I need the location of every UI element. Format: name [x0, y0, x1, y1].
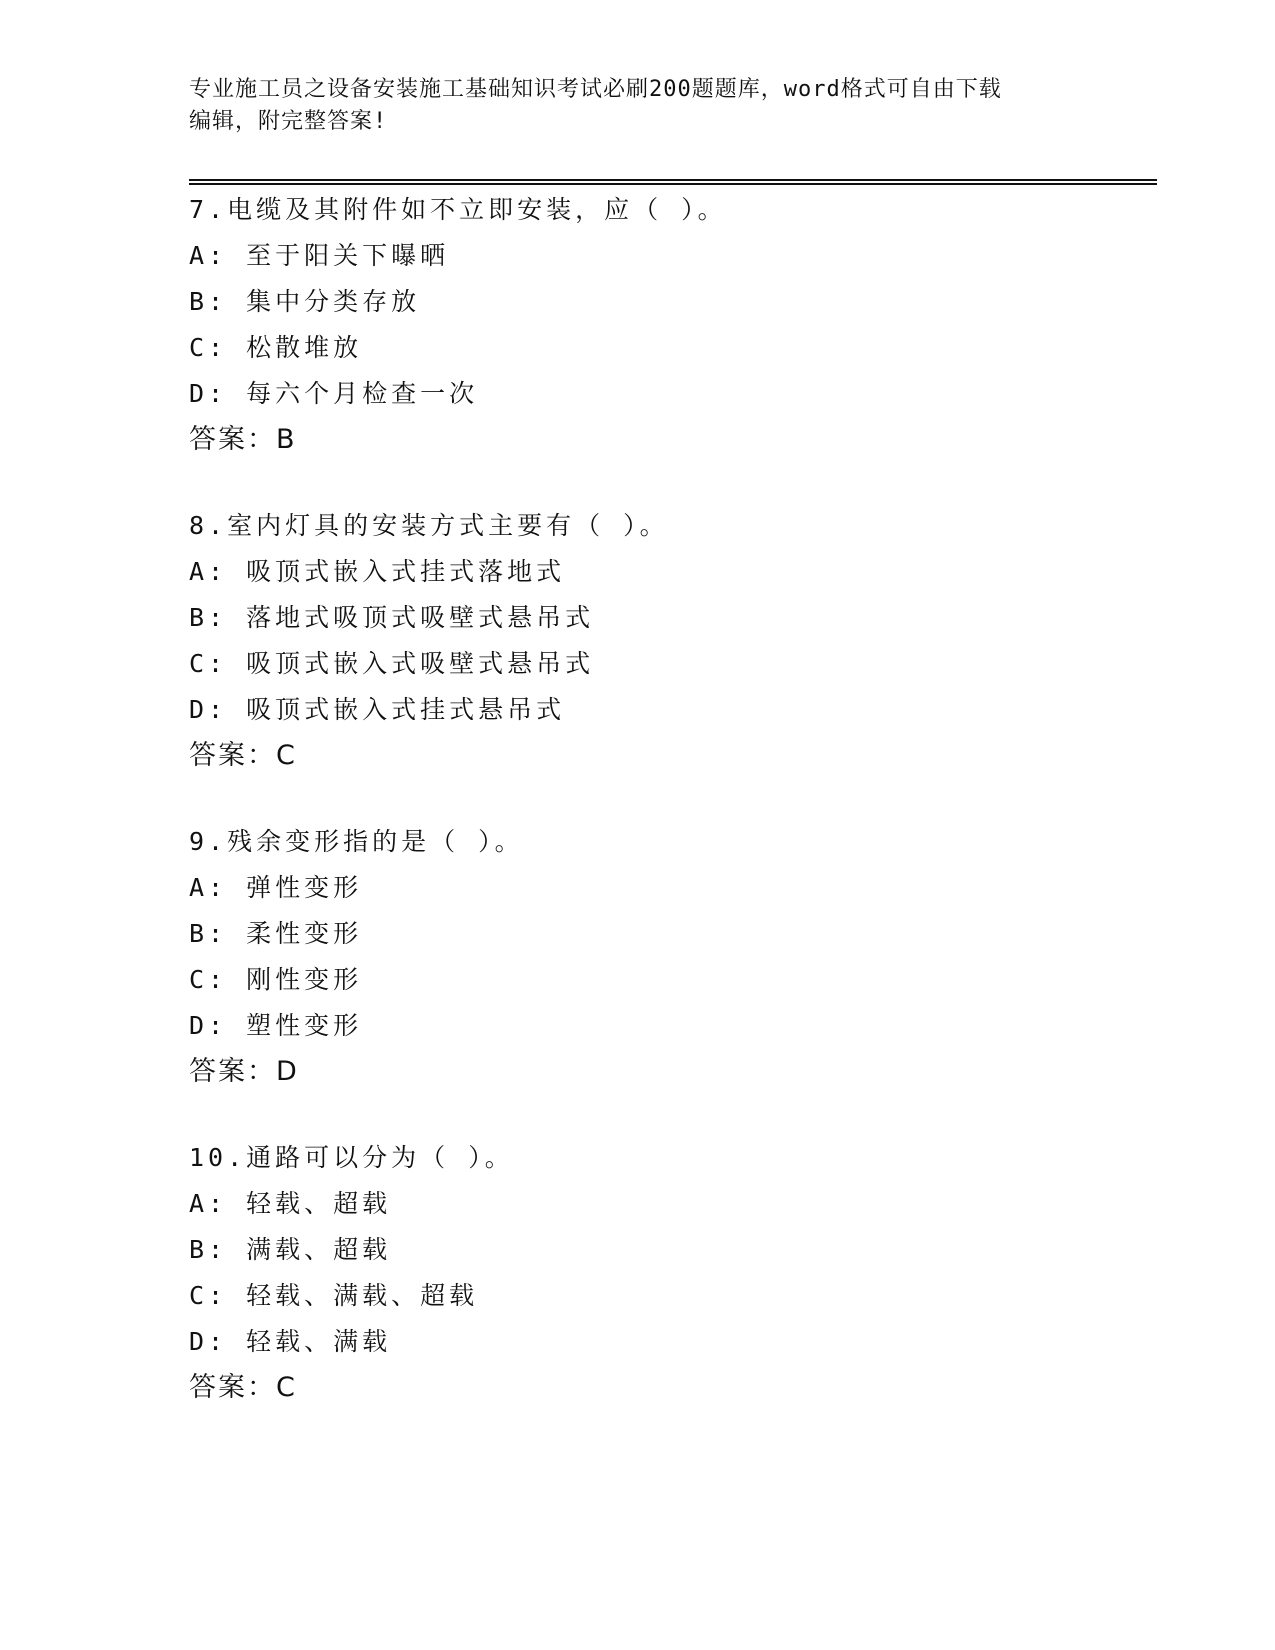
question-7 — [189, 187, 1149, 463]
option-a: A: 弹性变形 — [189, 873, 363, 902]
option-b: B: 集中分类存放 — [189, 287, 421, 316]
answer: 答案：C — [189, 1372, 297, 1403]
option-d: D: 塑性变形 — [189, 1011, 363, 1040]
answer: 答案：B — [189, 424, 297, 455]
option-c: C: 松散堆放 — [189, 333, 363, 362]
answer: 答案：D — [189, 1056, 299, 1087]
option-d: D: 轻载、满载 — [189, 1327, 392, 1356]
option-a: A: 吸顶式嵌入式挂式落地式 — [189, 557, 566, 586]
option-c: C: 刚性变形 — [189, 965, 363, 994]
option-d: D: 每六个月检查一次 — [189, 379, 479, 408]
option-b: B: 落地式吸顶式吸壁式悬吊式 — [189, 603, 595, 632]
question-8 — [189, 503, 1149, 779]
document-header — [189, 74, 1089, 138]
header-line-2: 编辑，附完整答案! — [189, 109, 388, 134]
option-b: B: 满载、超载 — [189, 1235, 392, 1264]
header-divider — [189, 179, 1157, 185]
option-c: C: 轻载、满载、超载 — [189, 1281, 479, 1310]
question-title: 10.通路可以分为（ ）。 — [189, 1143, 514, 1172]
header-line-1: 专业施工员之设备安装施工基础知识考试必刷200题题库，word格式可自由下载 — [189, 77, 1002, 102]
option-a: A: 至于阳关下曝晒 — [189, 241, 450, 270]
question-9 — [189, 819, 1149, 1095]
question-title: 7.电缆及其附件如不立即安装，应（ ）。 — [189, 195, 727, 224]
answer: 答案：C — [189, 740, 297, 771]
option-a: A: 轻载、超载 — [189, 1189, 392, 1218]
question-title: 9.残余变形指的是（ ）。 — [189, 827, 524, 856]
option-b: B: 柔性变形 — [189, 919, 363, 948]
option-d: D: 吸顶式嵌入式挂式悬吊式 — [189, 695, 566, 724]
question-10 — [189, 1135, 1149, 1411]
question-title: 8.室内灯具的安装方式主要有（ ）。 — [189, 511, 669, 540]
option-c: C: 吸顶式嵌入式吸壁式悬吊式 — [189, 649, 595, 678]
